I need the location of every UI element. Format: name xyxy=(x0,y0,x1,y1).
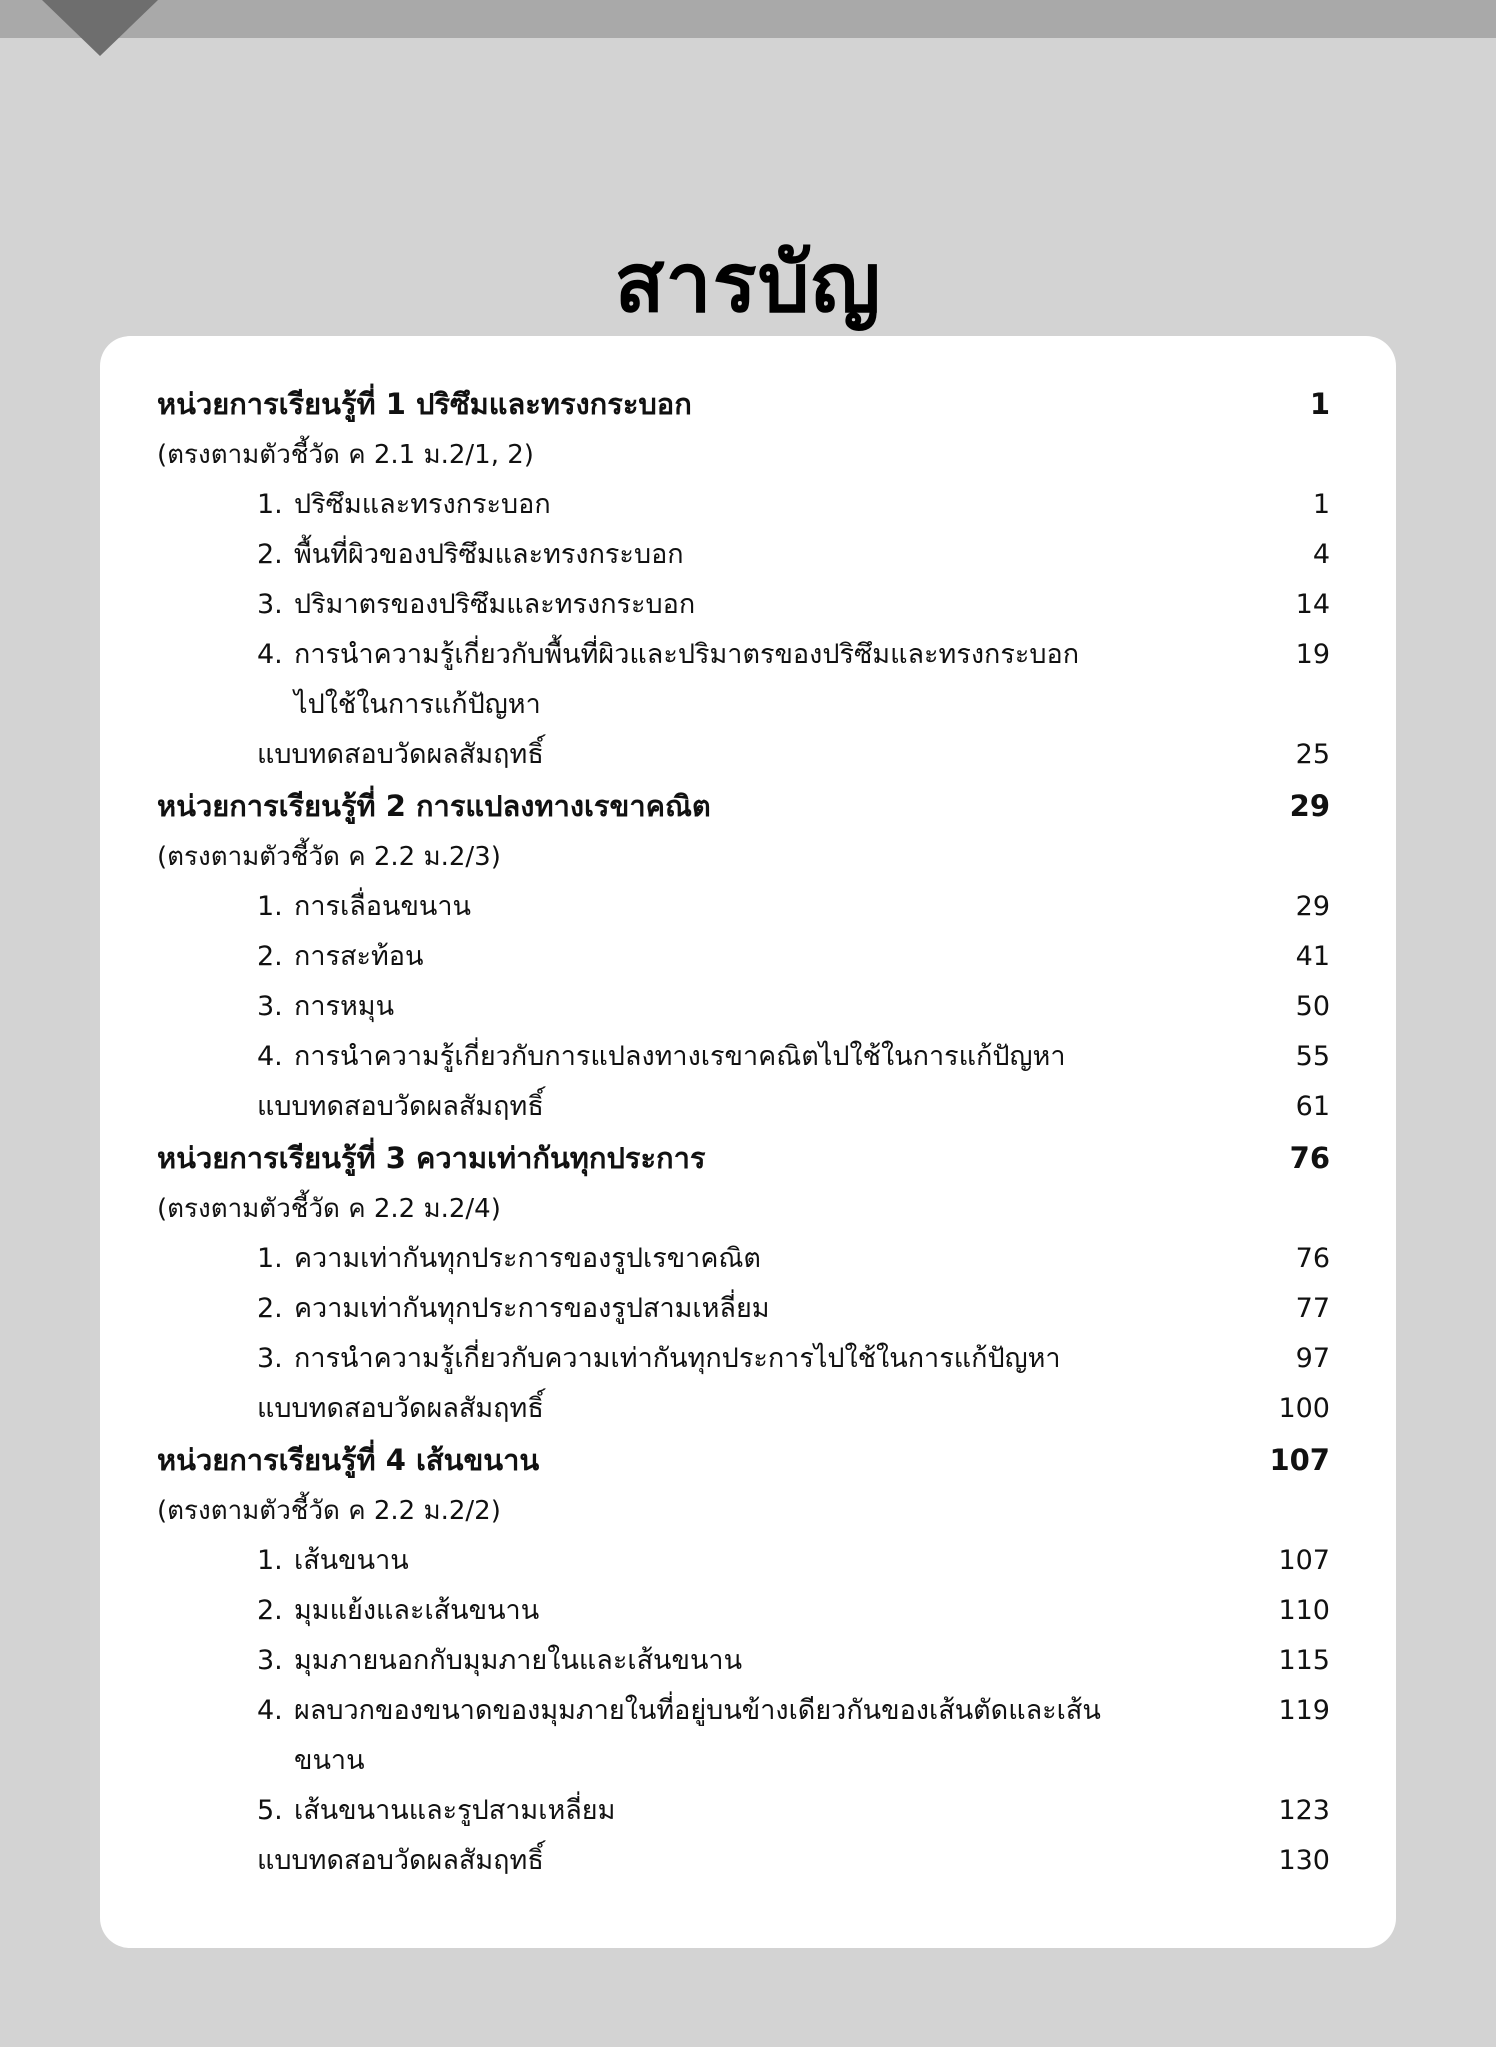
toc-item-label: แบบทดสอบวัดผลสัมฤทธิ์ xyxy=(257,1091,544,1122)
toc-item-label: ความเท่ากันทุกประการของรูปสามเหลี่ยม xyxy=(294,1293,770,1324)
toc-item-page-number: 130 xyxy=(1278,1845,1330,1876)
toc-item-text xyxy=(257,1384,544,1434)
toc-item[interactable] xyxy=(157,882,1330,932)
toc-item-text xyxy=(257,530,684,580)
toc-item-number: 2. xyxy=(257,1595,283,1626)
toc-item-page-number: 119 xyxy=(1278,1695,1330,1726)
toc-item-text xyxy=(257,730,544,780)
toc-item[interactable] xyxy=(157,630,1330,730)
toc-item-text xyxy=(257,630,1114,730)
toc-item-page-number: 1 xyxy=(1312,489,1330,520)
toc-item-text xyxy=(257,1636,742,1686)
toc-item-text xyxy=(257,1786,615,1836)
toc-item-number: 2. xyxy=(257,941,283,972)
toc-item-label: ปริซึมและทรงกระบอก xyxy=(294,489,551,520)
unit-indicator xyxy=(157,832,1330,882)
toc-item-text xyxy=(257,1234,761,1284)
toc-item-text xyxy=(257,882,471,932)
unit-title-row[interactable] xyxy=(157,1132,1330,1184)
toc-item-number: 5. xyxy=(257,1795,283,1826)
toc-card xyxy=(100,336,1396,1948)
toc-item-page-number: 29 xyxy=(1295,891,1330,922)
toc-item-page-number: 41 xyxy=(1295,941,1330,972)
toc-item[interactable] xyxy=(157,1384,1330,1434)
toc-item-number: 1. xyxy=(257,1243,283,1274)
toc-item-page-number: 97 xyxy=(1295,1343,1330,1374)
toc-item-number: 1. xyxy=(257,891,283,922)
toc-item-label: มุมแย้งและเส้นขนาน xyxy=(294,1595,540,1626)
toc-item-page-number: 123 xyxy=(1278,1795,1330,1826)
unit-page-number: 76 xyxy=(1289,1141,1330,1175)
toc-item-number: 3. xyxy=(257,1343,283,1374)
toc-item-page-number: 115 xyxy=(1278,1645,1330,1676)
unit-page-number: 107 xyxy=(1269,1443,1330,1477)
toc-item-page-number: 14 xyxy=(1295,589,1330,620)
unit-page-number: 1 xyxy=(1309,387,1330,421)
toc-item[interactable] xyxy=(157,580,1330,630)
toc-item-text xyxy=(257,1334,1061,1384)
toc-item-label: เส้นขนาน xyxy=(294,1545,409,1576)
toc-item-label: แบบทดสอบวัดผลสัมฤทธิ์ xyxy=(257,1845,544,1876)
toc-item-page-number: 110 xyxy=(1278,1595,1330,1626)
toc-item-label: การนำความรู้เกี่ยวกับการแปลงทางเรขาคณิตไปใช้ในการแก้ปัญหา xyxy=(294,1041,1066,1072)
toc-item-page-number: 100 xyxy=(1278,1393,1330,1424)
corner-tab-decoration xyxy=(42,0,158,56)
unit-title: หน่วยการเรียนรู้ที่ 4 เส้นขนาน xyxy=(157,1443,540,1477)
toc-item[interactable] xyxy=(157,1334,1330,1384)
toc-item-label: พื้นที่ผิวของปริซึมและทรงกระบอก xyxy=(294,539,684,570)
toc-item[interactable] xyxy=(157,932,1330,982)
toc-item[interactable] xyxy=(157,1586,1330,1636)
toc-item-text xyxy=(257,982,394,1032)
toc-item-text xyxy=(257,580,695,630)
toc-item-label: เส้นขนานและรูปสามเหลี่ยม xyxy=(294,1795,616,1826)
toc-item[interactable] xyxy=(157,1786,1330,1836)
toc-item-page-number: 107 xyxy=(1278,1545,1330,1576)
toc-item[interactable] xyxy=(157,1032,1330,1082)
top-header-bar xyxy=(0,0,1496,38)
toc-item-label: การนำความรู้เกี่ยวกับความเท่ากันทุกประการไปใช้ในการแก้ปัญหา xyxy=(294,1343,1061,1374)
toc-item-number: 2. xyxy=(257,539,283,570)
unit-indicator xyxy=(157,1486,1330,1536)
toc-item-page-number: 77 xyxy=(1295,1293,1330,1324)
toc-item-page-number: 76 xyxy=(1295,1243,1330,1274)
toc-item-label: การนำความรู้เกี่ยวกับพื้นที่ผิวและปริมาตรของปริซึมและทรงกระบอก ไปใช้ในการแก้ปัญหา xyxy=(294,639,1080,720)
toc-item-label: มุมภายนอกกับมุมภายในและเส้นขนาน xyxy=(294,1645,743,1676)
toc-item-label: การหมุน xyxy=(294,991,395,1022)
toc-item-text xyxy=(257,932,423,982)
indicator-text: (ตรงตามตัวชี้วัด ค 2.2 ม.2/2) xyxy=(157,1496,501,1526)
toc-item-text xyxy=(257,1536,409,1586)
toc-unit-3 xyxy=(157,1132,1330,1434)
toc-item[interactable] xyxy=(157,1536,1330,1586)
toc-item[interactable] xyxy=(157,1686,1330,1786)
indicator-text: (ตรงตามตัวชี้วัด ค 2.1 ม.2/1, 2) xyxy=(157,440,534,470)
toc-item-number: 3. xyxy=(257,1645,283,1676)
toc-item-page-number: 19 xyxy=(1295,639,1330,670)
unit-title-row[interactable] xyxy=(157,1434,1330,1486)
toc-item[interactable] xyxy=(157,530,1330,580)
toc-item-label: ความเท่ากันทุกประการของรูปเรขาคณิต xyxy=(294,1243,761,1274)
toc-item-text xyxy=(257,480,551,530)
unit-title: หน่วยการเรียนรู้ที่ 1 ปริซึมและทรงกระบอก xyxy=(157,387,692,421)
toc-item-number: 4. xyxy=(257,639,283,670)
toc-item-page-number: 55 xyxy=(1295,1041,1330,1072)
toc-item-number: 1. xyxy=(257,1545,283,1576)
toc-item-label: แบบทดสอบวัดผลสัมฤทธิ์ xyxy=(257,1393,544,1424)
toc-item-label: การเลื่อนขนาน xyxy=(294,891,471,922)
indicator-text: (ตรงตามตัวชี้วัด ค 2.2 ม.2/3) xyxy=(157,842,501,872)
toc-item-text xyxy=(257,1082,544,1132)
toc-item-text xyxy=(257,1586,539,1636)
toc-item[interactable] xyxy=(157,1836,1330,1886)
unit-page-number: 29 xyxy=(1289,789,1330,823)
toc-item-number: 4. xyxy=(257,1041,283,1072)
toc-item-number: 4. xyxy=(257,1695,283,1726)
toc-item-label: การสะท้อน xyxy=(294,941,424,972)
toc-item-page-number: 25 xyxy=(1295,739,1330,770)
toc-item-number: 3. xyxy=(257,991,283,1022)
unit-indicator xyxy=(157,430,1330,480)
toc-item-number: 3. xyxy=(257,589,283,620)
toc-item-page-number: 50 xyxy=(1295,991,1330,1022)
toc-item-number: 2. xyxy=(257,1293,283,1324)
toc-item-label: แบบทดสอบวัดผลสัมฤทธิ์ xyxy=(257,739,544,770)
unit-title-row[interactable] xyxy=(157,378,1330,430)
toc-item[interactable] xyxy=(157,730,1330,780)
toc-item-label: ผลบวกของขนาดของมุมภายในที่อยู่บนข้างเดียวกันของเส้นตัดและเส้นขนาน xyxy=(294,1695,1101,1776)
indicator-text: (ตรงตามตัวชี้วัด ค 2.2 ม.2/4) xyxy=(157,1194,501,1224)
toc-item-label: ปริมาตรของปริซึมและทรงกระบอก xyxy=(294,589,696,620)
toc-item[interactable] xyxy=(157,982,1330,1032)
unit-title-row[interactable] xyxy=(157,780,1330,832)
toc-list xyxy=(157,378,1330,1886)
toc-unit-4 xyxy=(157,1434,1330,1886)
toc-item-number: 1. xyxy=(257,489,283,520)
toc-item-text xyxy=(257,1284,770,1334)
toc-item-text xyxy=(257,1836,544,1886)
toc-item[interactable] xyxy=(157,1082,1330,1132)
toc-unit-1 xyxy=(157,378,1330,780)
toc-item[interactable] xyxy=(157,1636,1330,1686)
toc-item-page-number: 4 xyxy=(1312,539,1330,570)
unit-title: หน่วยการเรียนรู้ที่ 3 ความเท่ากันทุกประการ xyxy=(157,1141,706,1175)
toc-item[interactable] xyxy=(157,480,1330,530)
unit-title: หน่วยการเรียนรู้ที่ 2 การแปลงทางเรขาคณิต xyxy=(157,789,711,823)
toc-item-text xyxy=(257,1686,1114,1786)
toc-item[interactable] xyxy=(157,1234,1330,1284)
toc-item-text xyxy=(257,1032,1066,1082)
toc-item[interactable] xyxy=(157,1284,1330,1334)
unit-indicator xyxy=(157,1184,1330,1234)
toc-unit-2 xyxy=(157,780,1330,1132)
page-title: สารบัญ xyxy=(614,236,882,331)
toc-item-page-number: 61 xyxy=(1295,1091,1330,1122)
